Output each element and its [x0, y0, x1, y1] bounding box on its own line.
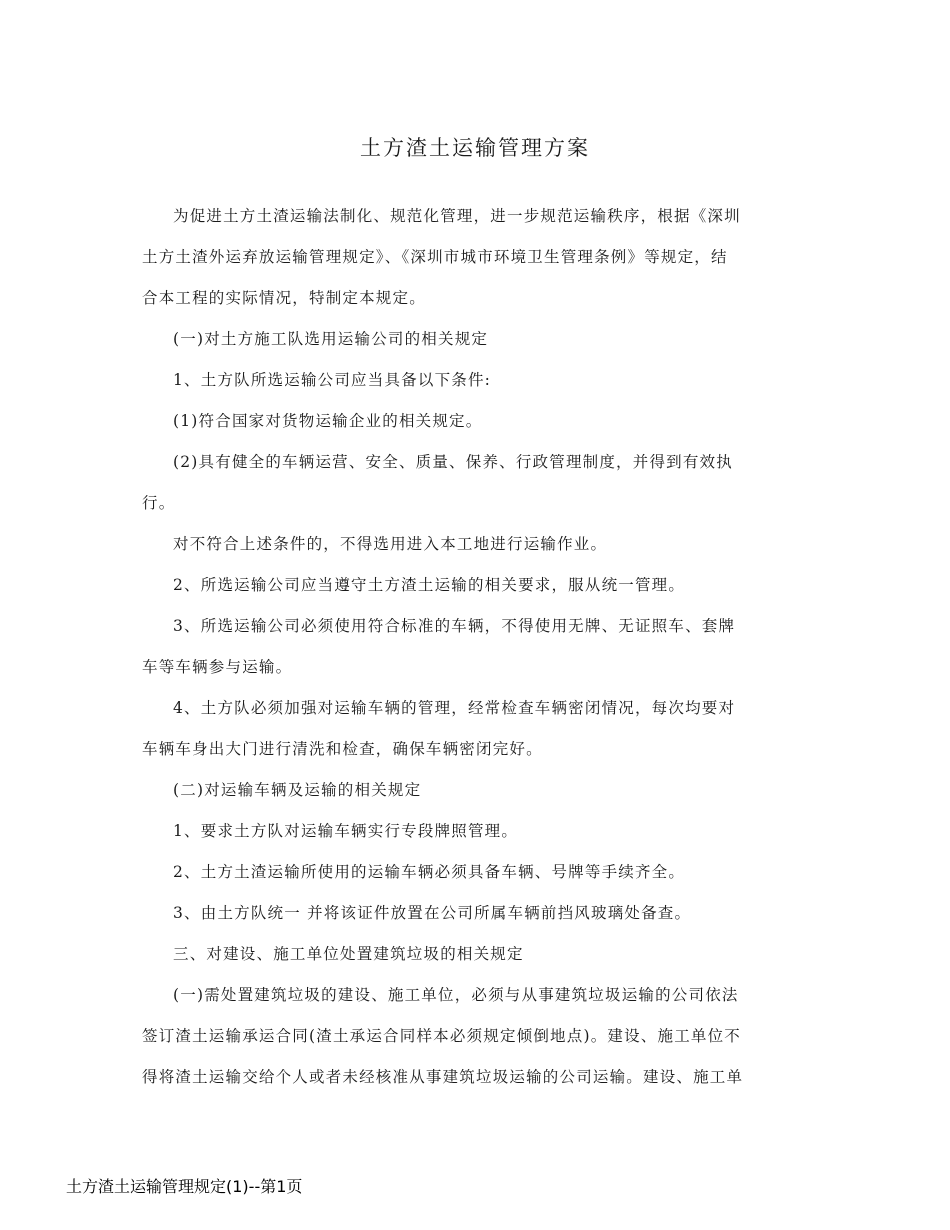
body-line: 签订渣土运输承运合同(渣土承运合同样本必须规定倾倒地点)。建设、施工单位不	[142, 1027, 741, 1045]
body-line: 车等车辆参与运输。	[142, 658, 293, 676]
body-line: 行。	[142, 494, 176, 512]
section-heading: 三、对建设、施工单位处置建筑垃圾的相关规定	[173, 945, 524, 963]
body-line: 4、土方队必须加强对运输车辆的管理，经常检查车辆密闭情况，每次均要对	[173, 699, 736, 717]
body-line: 合本工程的实际情况，特制定本规定。	[142, 289, 426, 307]
body-line: (1)符合国家对货物运输企业的相关规定。	[173, 412, 483, 430]
body-line: 1、要求土方队对运输车辆实行专段牌照管理。	[173, 822, 519, 840]
body-line: 对不符合上述条件的，不得选用进入本工地进行运输作业。	[173, 535, 608, 553]
section-heading: (二)对运输车辆及运输的相关规定	[173, 781, 422, 799]
body-line: 为促进土方土渣运输法制化、规范化管理，进一步规范运输秩序，根据《深圳	[173, 207, 741, 225]
section-heading: (一)对土方施工队选用运输公司的相关规定	[173, 330, 489, 348]
document-title: 土方渣土运输管理方案	[360, 136, 590, 160]
body-line: 1、土方队所选运输公司应当具备以下条件:	[173, 371, 492, 389]
body-line: 车辆车身出大门进行清洗和检查，确保车辆密闭完好。	[142, 740, 543, 758]
body-line: 土方土渣外运弃放运输管理规定》、《深圳市城市环境卫生管理条例》等规定，结	[142, 248, 728, 266]
body-line: 2、所选运输公司应当遵守土方渣土运输的相关要求，服从统一管理。	[173, 576, 686, 594]
body-line: 得将渣土运输交给个人或者未经核准从事建筑垃圾运输的公司运输。建设、施工单	[142, 1068, 744, 1086]
body-line: 3、所选运输公司必须使用符合标准的车辆，不得使用无牌、无证照车、套牌	[173, 617, 736, 635]
body-line: 3、由土方队统一 并将该证件放置在公司所属车辆前挡风玻璃处备查。	[173, 904, 692, 922]
body-line: 2、土方土渣运输所使用的运输车辆必须具备车辆、号牌等手续齐全。	[173, 863, 686, 881]
page-footer: 土方渣土运输管理规定(1)--第1页	[66, 1177, 303, 1196]
body-line: (2)具有健全的车辆运营、安全、质量、保养、行政管理制度，并得到有效执	[173, 453, 733, 471]
body-line: (一)需处置建筑垃圾的建设、施工单位，必须与从事建筑垃圾运输的公司依法	[173, 986, 739, 1004]
document-body	[142, 196, 820, 1098]
